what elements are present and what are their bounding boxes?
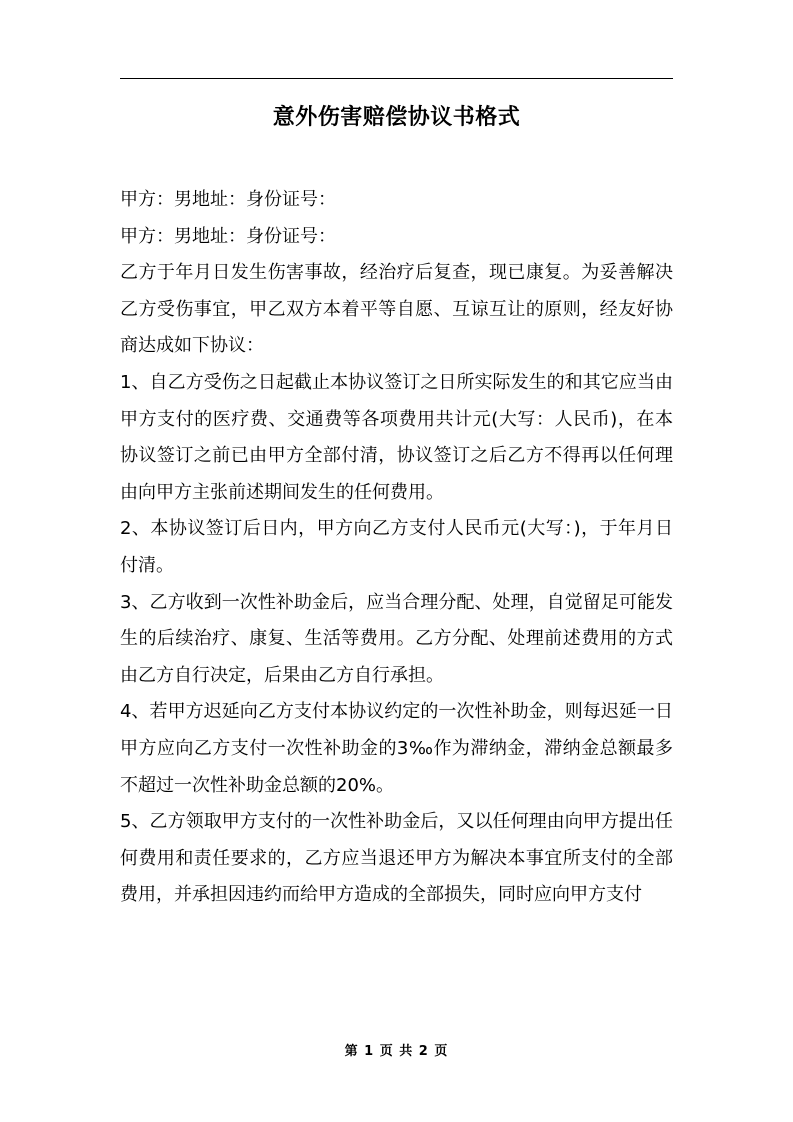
- clause-5: 5、乙方领取甲方支付的一次性补助金后，又以任何理由向甲方提出任何费用和责任要求的，乙方应当退还甲方为解决本事宜所支付的全部费用，并承担因违约而给甲方造成的全部损失，同时应向甲方支付: [120, 811, 673, 906]
- clause-1: 1、自乙方受伤之日起截止本协议签订之日所实际发生的和其它应当由甲方支付的医疗费、交通费等各项费用共计元(大写：人民币)，在本协议签订之前已由甲方全部付清，协议签订之后乙方不得再以任何理由向甲方主张前述期间发生的任何费用。: [120, 371, 673, 503]
- party-a-line: 甲方：男地址：身份证号：: [120, 189, 336, 210]
- document-body: [120, 182, 673, 914]
- clause-3: 3、乙方收到一次性补助金后，应当合理分配、处理，自觉留足可能发生的后续治疗、康复、生活等费用。乙方分配、处理前述费用的方式由乙方自行决定，后果由乙方自行承担。: [120, 591, 673, 686]
- document-title: 意外伤害赔偿协议书格式: [272, 105, 521, 130]
- clause-4: 4、若甲方迟延向乙方支付本协议约定的一次性补助金，则每迟延一日甲方应向乙方支付一次性补助金的3‰作为滞纳金，滞纳金总额最多不超过一次性补助金总额的20%。: [120, 701, 673, 796]
- clause-2: 2、本协议签订后日内，甲方向乙方支付人民币元(大写：)，于年月日付清。: [120, 518, 673, 576]
- page-number-footer: 第 1 页 共 2 页: [344, 1044, 449, 1059]
- header-rule: [120, 78, 673, 79]
- preamble-paragraph: 乙方于年月日发生伤害事故，经治疗后复查，现已康复。为妥善解决乙方受伤事宜，甲乙双方本着平等自愿、互谅互让的原则，经友好协商达成如下协议：: [120, 262, 673, 357]
- party-a-line-2: 甲方：男地址：身份证号：: [120, 225, 336, 247]
